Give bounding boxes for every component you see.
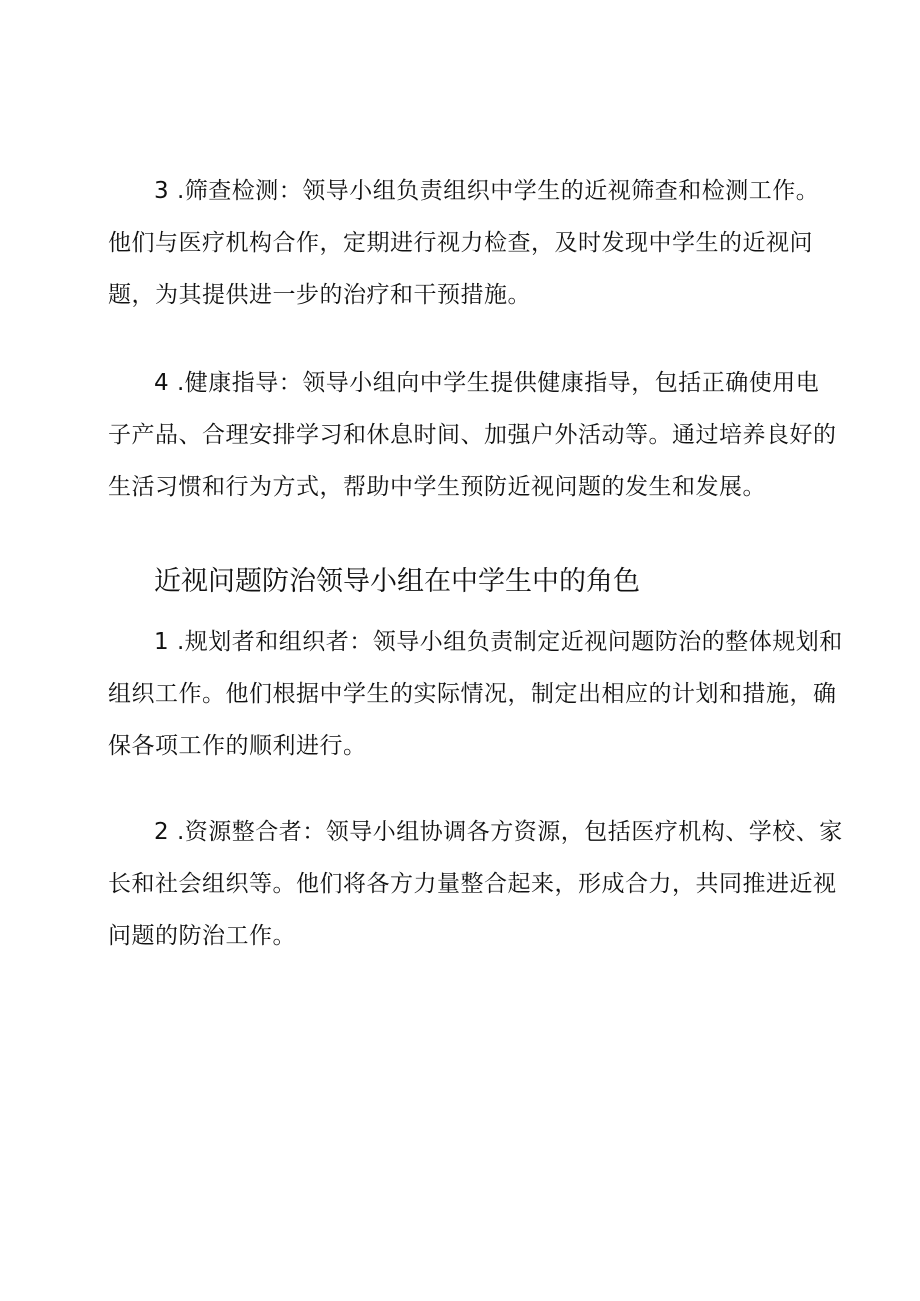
paragraph-line: 3 .筛查检测：领导小组负责组织中学生的近视筛查和检测工作。 xyxy=(154,178,820,204)
paragraph-line: 子产品、合理安排学习和休息时间、加强户外活动等。通过培养良好的 xyxy=(108,422,837,448)
paragraph-line: 4 .健康指导：领导小组向中学生提供健康指导，包括正确使用电 xyxy=(154,370,820,396)
paragraph-line: 1 .规划者和组织者：领导小组负责制定近视问题防治的整体规划和 xyxy=(154,629,843,655)
paragraph-line: 长和社会组织等。他们将各方力量整合起来，形成合力，共同推进近视 xyxy=(108,871,837,897)
paragraph-line: 2 .资源整合者：领导小组协调各方资源，包括医疗机构、学校、家 xyxy=(154,819,843,845)
paragraph-health-guidance xyxy=(108,357,837,513)
paragraph-line: 生活习惯和行为方式，帮助中学生预防近视问题的发生和发展。 xyxy=(108,474,766,500)
paragraph-line: 组织工作。他们根据中学生的实际情况，制定出相应的计划和措施，确 xyxy=(108,681,837,707)
paragraph-line: 保各项工作的顺利进行。 xyxy=(108,733,367,759)
paragraph-resource-integrator xyxy=(108,806,843,962)
paragraph-line: 题，为其提供进一步的治疗和干预措施。 xyxy=(108,282,531,308)
paragraph-screening xyxy=(108,165,820,321)
paragraph-line: 他们与医疗机构合作，定期进行视力检查，及时发现中学生的近视问 xyxy=(108,230,813,256)
paragraph-planner-organizer xyxy=(108,616,843,772)
section-heading: 近视问题防治领导小组在中学生中的角色 xyxy=(154,566,640,597)
paragraph-line: 问题的防治工作。 xyxy=(108,923,296,949)
